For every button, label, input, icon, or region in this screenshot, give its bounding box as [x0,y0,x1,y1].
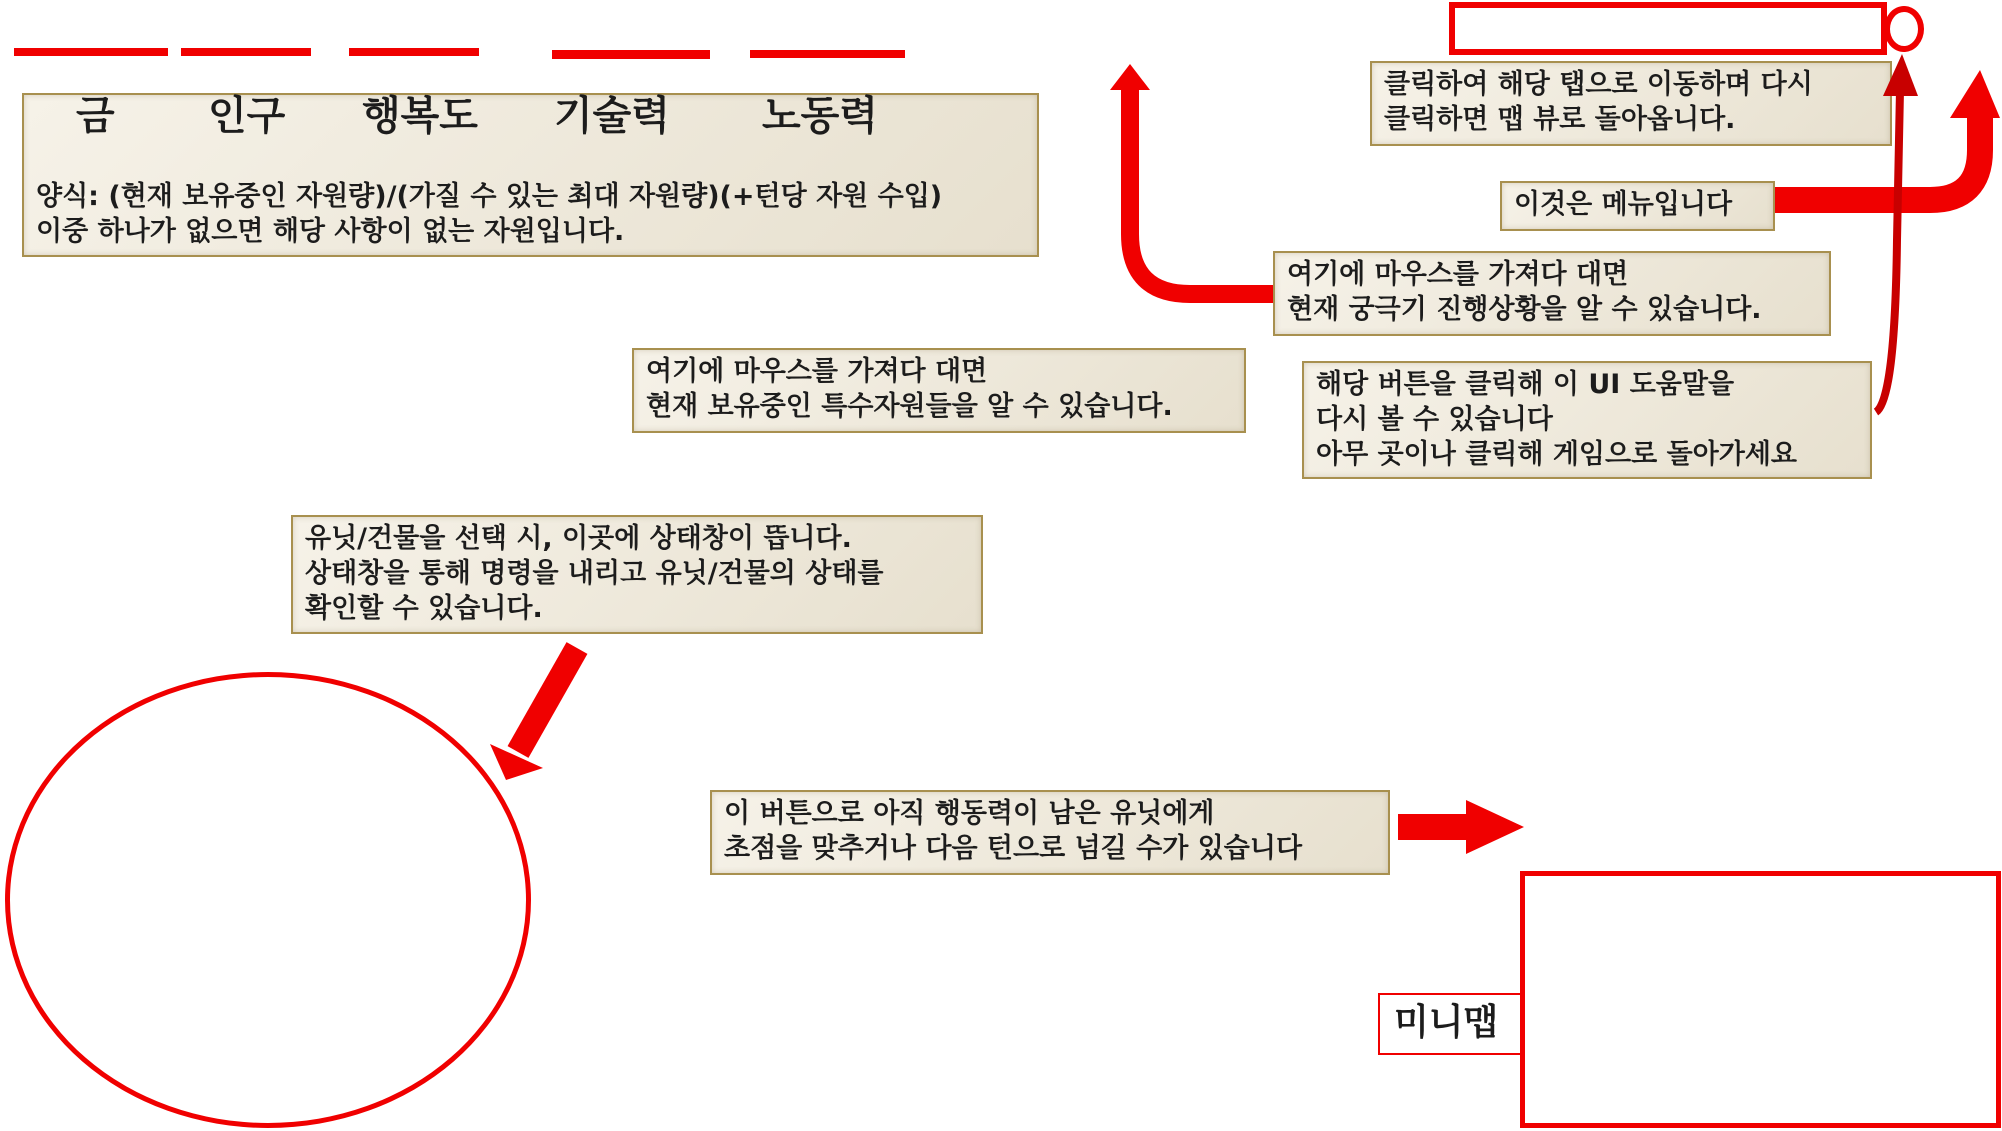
wonder-help-line2: 현재 궁극기 진행상황을 알 수 있습니다. [1287,294,1762,325]
menu-arrowhead-icon [1950,70,2000,118]
help-arrow-icon [1876,90,1900,412]
tab-help-line2: 클릭하면 맵 뷰로 돌아옵니다. [1384,104,1736,135]
resource-format-text: 양식: (현재 보유중인 자원량)/(가질 수 있는 최대 자원량)(+턴당 자원 수입) [36,181,943,212]
resource-happiness-label: 행복도 [362,93,478,139]
ui-help-line1: 해당 버튼을 클릭해 이 UI 도움말을 [1316,369,1735,400]
resource-note-text: 이중 하나가 없으면 해당 사항이 없는 자원입니다. [36,216,625,247]
resource-labor-label: 노동력 [762,93,878,139]
status-arrow-icon [518,648,577,752]
help-arrowhead-icon [1883,54,1918,96]
minimap-label-text: 미니맵 [1394,1002,1499,1043]
resource-gold-label: 금 [76,93,115,139]
wonder-help-line1: 여기에 마우스를 가져다 대면 [1287,259,1629,290]
resource-tech-label: 기술력 [554,93,670,139]
ui-help-line3: 아무 곳이나 클릭해 게임으로 돌아가세요 [1316,439,1797,470]
special-resource-help-line2: 현재 보유중인 특수자원들을 알 수 있습니다. [646,391,1173,422]
next-unit-arrow-icon [1398,814,1468,840]
status-help-line2: 상태창을 통해 명령을 내리고 유닛/건물의 상태를 [305,558,884,589]
resource-population-label: 인구 [208,93,286,139]
tab-help-line1: 클릭하여 해당 탭으로 이동하며 다시 [1384,69,1813,100]
menu-help-label: 이것은 메뉴입니다 [1514,189,1733,220]
menu-arrow-icon [1775,110,1980,200]
next-unit-arrowhead-icon [1466,800,1524,854]
next-unit-help-line2: 초점을 맞추거나 다음 턴으로 넘길 수가 있습니다 [724,833,1303,864]
wonder-arrowhead-icon [1110,64,1150,90]
status-help-line3: 확인할 수 있습니다. [305,593,543,624]
next-unit-help-line1: 이 버튼으로 아직 행동력이 남은 유닛에게 [724,798,1215,829]
special-resource-help-line1: 여기에 마우스를 가져다 대면 [646,356,988,387]
wonder-arrow-icon [1130,88,1273,294]
status-help-line1: 유닛/건물을 선택 시, 이곳에 상태창이 뜹니다. [305,523,852,554]
ui-help-line2: 다시 볼 수 있습니다 [1316,404,1553,435]
